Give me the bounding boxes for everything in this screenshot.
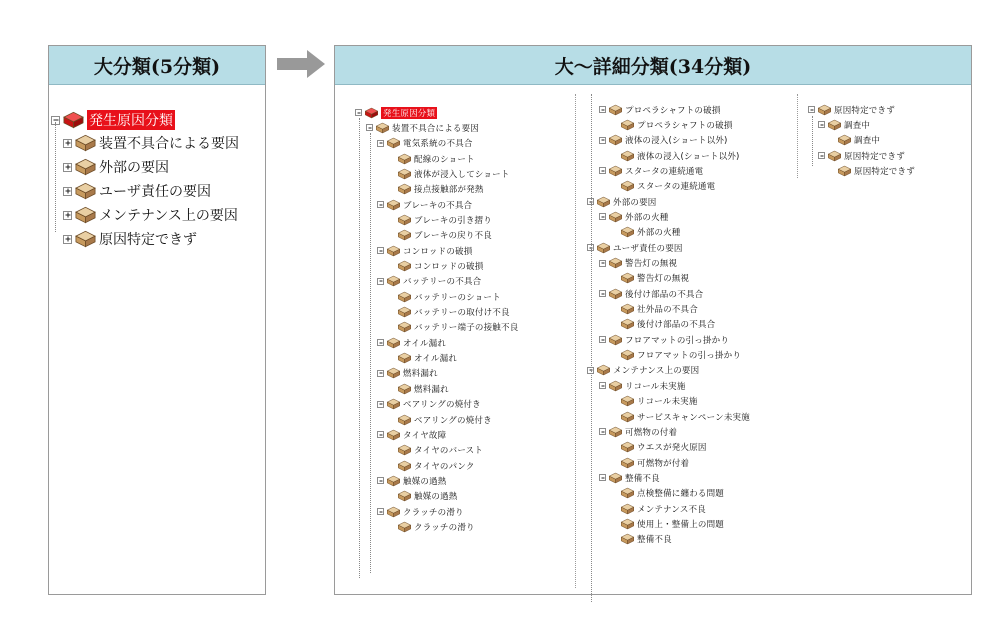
- tree-node-label: 点検整備に纏わる問題: [637, 489, 725, 500]
- tree-node-label: クラッチの滑り: [403, 507, 464, 518]
- box-folder-icon: [386, 429, 401, 441]
- tree-node[interactable]: [397, 212, 492, 227]
- tree-node-label: ベアリングの焼付き: [414, 415, 492, 426]
- tree-node-label: 触媒の過熱: [403, 476, 447, 487]
- box-folder-icon: [74, 182, 97, 200]
- box-folder-icon: [397, 352, 412, 364]
- box-folder-icon: [817, 104, 832, 116]
- box-folder-icon: [397, 291, 412, 303]
- box-folder-icon: [620, 518, 635, 530]
- box-folder-icon: [397, 444, 412, 456]
- tree-node-label: メンテナンス上の要因: [99, 208, 238, 224]
- tree-node-label: ブレーキの引き摺り: [414, 215, 492, 226]
- tree-node-label: メンテナンス上の要因: [613, 366, 700, 377]
- collapse-icon[interactable]: [599, 260, 606, 267]
- tree-node-label: スタータの連続通電: [637, 182, 716, 193]
- box-folder-icon: [397, 383, 412, 395]
- collapse-icon[interactable]: [599, 336, 606, 343]
- collapse-icon[interactable]: [599, 213, 606, 220]
- box-folder-icon: [386, 398, 401, 410]
- box-folder-icon: [375, 122, 390, 134]
- tree-node-label: 警告灯の無視: [637, 274, 690, 285]
- red-box-icon: [364, 107, 379, 119]
- major-classification-panel: [48, 45, 266, 595]
- tree-node[interactable]: [599, 470, 660, 485]
- box-folder-icon: [397, 521, 412, 533]
- box-folder-icon: [608, 426, 623, 438]
- collapse-icon[interactable]: [599, 290, 606, 297]
- collapse-icon[interactable]: [599, 428, 606, 435]
- tree-node[interactable]: [397, 443, 483, 458]
- tree-node[interactable]: [620, 302, 698, 317]
- tree-node-label: オイル漏れ: [403, 338, 447, 349]
- box-folder-icon: [620, 487, 635, 499]
- tree-node[interactable]: [599, 332, 729, 347]
- box-folder-icon: [397, 260, 412, 272]
- major-classification-tree: [49, 46, 265, 594]
- tree-node[interactable]: [818, 148, 905, 163]
- tree-node[interactable]: [599, 424, 677, 439]
- box-folder-icon: [397, 306, 412, 318]
- tree-node-label: 配線のショート: [414, 154, 475, 165]
- box-folder-icon: [608, 380, 623, 392]
- box-folder-icon: [608, 211, 623, 223]
- tree-node[interactable]: [377, 274, 481, 289]
- tree-node-label: 燃料漏れ: [414, 384, 449, 395]
- tree-node-label: 外部の火種: [637, 228, 681, 239]
- box-folder-icon: [837, 134, 852, 146]
- collapse-icon[interactable]: [377, 401, 384, 408]
- tree-node-label: 外部の火種: [625, 212, 669, 223]
- tree-node-label: ウエスが発火原因: [637, 443, 707, 454]
- box-folder-icon: [620, 150, 635, 162]
- collapse-icon[interactable]: [808, 106, 815, 113]
- tree-node[interactable]: [377, 243, 472, 258]
- tree-node[interactable]: [599, 163, 703, 178]
- expand-icon[interactable]: [63, 139, 72, 148]
- box-folder-icon: [74, 134, 97, 152]
- tree-node[interactable]: [837, 133, 880, 148]
- box-folder-icon: [397, 214, 412, 226]
- box-folder-icon: [620, 180, 635, 192]
- collapse-icon[interactable]: [377, 477, 384, 484]
- collapse-icon[interactable]: [599, 474, 606, 481]
- tree-node-label: ユーザ責任の要因: [99, 184, 211, 200]
- tree-node-label: ブレーキの不具合: [403, 200, 473, 211]
- tree-node[interactable]: [599, 256, 677, 271]
- box-folder-icon: [620, 411, 635, 423]
- tree-node-label: 液体の浸入(ショート以外): [637, 151, 740, 162]
- tree-node-label: 原因特定できず: [834, 105, 895, 116]
- box-folder-icon: [397, 229, 412, 241]
- box-folder-icon: [596, 364, 611, 376]
- tree-node[interactable]: [397, 289, 501, 304]
- tree-node[interactable]: [397, 305, 510, 320]
- tree-node[interactable]: [620, 455, 689, 470]
- tree-node[interactable]: [397, 182, 484, 197]
- tree-node-label: 原因特定できず: [99, 232, 197, 248]
- box-folder-icon: [397, 414, 412, 426]
- tree-node[interactable]: [587, 194, 657, 209]
- column-separator: [797, 94, 798, 178]
- box-folder-icon: [608, 165, 623, 177]
- tree-node[interactable]: [397, 381, 449, 396]
- tree-node[interactable]: [397, 458, 475, 473]
- box-folder-icon: [608, 257, 623, 269]
- tree-node[interactable]: [620, 516, 724, 531]
- collapse-icon[interactable]: [355, 109, 362, 116]
- expand-icon[interactable]: [63, 235, 72, 244]
- tree-node-label: 原因特定できず: [844, 151, 905, 162]
- box-folder-icon: [74, 230, 97, 248]
- tree-node-label: 発生原因分類: [87, 110, 175, 130]
- collapse-icon[interactable]: [377, 431, 384, 438]
- box-folder-icon: [397, 183, 412, 195]
- tree-node-label: 可燃物の付着: [625, 427, 678, 438]
- tree-node-label: コンロッドの破損: [403, 246, 473, 257]
- tree-node-label: 接点接触部が発熱: [414, 185, 484, 196]
- tree-node-label: 使用上・整備上の問題: [637, 519, 725, 530]
- box-folder-icon: [827, 119, 842, 131]
- collapse-icon[interactable]: [377, 201, 384, 208]
- box-folder-icon: [397, 168, 412, 180]
- tree-node-label: プロペラシャフトの破損: [637, 120, 733, 131]
- major-classification-title: 大分類(5分類): [49, 46, 265, 85]
- collapse-icon[interactable]: [818, 121, 825, 128]
- tree-node-label: リコール未実施: [625, 381, 686, 392]
- collapse-icon[interactable]: [366, 124, 373, 131]
- expand-icon[interactable]: [63, 211, 72, 220]
- box-folder-icon: [827, 150, 842, 162]
- tree-node[interactable]: [63, 132, 239, 154]
- tree-node-label: タイヤ故障: [403, 430, 447, 441]
- tree-node[interactable]: [63, 204, 238, 226]
- collapse-icon[interactable]: [377, 140, 384, 147]
- tree-node[interactable]: [377, 366, 438, 381]
- box-folder-icon: [620, 318, 635, 330]
- expand-icon[interactable]: [63, 187, 72, 196]
- tree-node[interactable]: [599, 102, 721, 117]
- box-folder-icon: [386, 137, 401, 149]
- tree-node[interactable]: [63, 180, 211, 202]
- tree-node[interactable]: [51, 109, 175, 131]
- box-folder-icon: [620, 395, 635, 407]
- tree-node[interactable]: [620, 409, 750, 424]
- box-folder-icon: [620, 119, 635, 131]
- tree-node-label: クラッチの滑り: [414, 522, 475, 533]
- tree-node-label: フロアマットの引っ掛かり: [637, 351, 742, 362]
- tree-node[interactable]: [620, 271, 689, 286]
- tree-node-label: 装置不具合による要因: [392, 123, 480, 134]
- tree-node-label: 整備不良: [625, 473, 660, 484]
- tree-node-label: 整備不良: [637, 535, 672, 546]
- box-folder-icon: [596, 196, 611, 208]
- tree-node-label: タイヤのパンク: [414, 461, 475, 472]
- box-folder-icon: [386, 199, 401, 211]
- collapse-icon[interactable]: [377, 247, 384, 254]
- tree-node[interactable]: [620, 532, 672, 547]
- tree-node-label: 装置不具合による要因: [99, 136, 239, 152]
- box-folder-icon: [608, 134, 623, 146]
- tree-node[interactable]: [620, 179, 715, 194]
- tree-node[interactable]: [620, 394, 698, 409]
- tree-node[interactable]: [377, 197, 472, 212]
- tree-node[interactable]: [63, 228, 197, 250]
- tree-node[interactable]: [620, 486, 724, 501]
- tree-node[interactable]: [377, 136, 473, 151]
- collapse-icon[interactable]: [377, 339, 384, 346]
- tree-node-label: 社外品の不具合: [637, 305, 698, 316]
- tree-node[interactable]: [599, 209, 669, 224]
- tree-node-label: バッテリー端子の接触不良: [414, 323, 519, 334]
- tree-node[interactable]: [397, 351, 457, 366]
- tree-node-label: バッテリーの不具合: [403, 277, 482, 288]
- collapse-icon[interactable]: [377, 278, 384, 285]
- tree-node-label: フロアマットの引っ掛かり: [625, 335, 730, 346]
- box-folder-icon: [620, 272, 635, 284]
- detailed-classification-title: 大〜詳細分類(34分類): [335, 46, 971, 85]
- box-folder-icon: [620, 226, 635, 238]
- tree-node-label: 燃料漏れ: [403, 369, 438, 380]
- tree-node[interactable]: [620, 117, 733, 132]
- tree-node-label: 調査中: [844, 120, 871, 131]
- tree-node[interactable]: [587, 240, 683, 255]
- tree-node[interactable]: [620, 440, 707, 455]
- tree-node-label: 外部の要因: [99, 160, 169, 176]
- collapse-icon[interactable]: [818, 152, 825, 159]
- tree-node-label: 液体が浸入してショート: [414, 169, 510, 180]
- tree-node[interactable]: [397, 166, 510, 181]
- tree-node[interactable]: [397, 228, 492, 243]
- tree-node-label: ベアリングの焼付き: [403, 400, 481, 411]
- tree-node-label: 発生原因分類: [383, 108, 436, 119]
- column-separator: [575, 94, 576, 588]
- tree-node[interactable]: [620, 501, 706, 516]
- box-folder-icon: [620, 349, 635, 361]
- box-folder-icon: [608, 334, 623, 346]
- tree-node-label: メンテナンス不良: [637, 504, 706, 515]
- box-folder-icon: [397, 321, 412, 333]
- tree-node[interactable]: [377, 427, 446, 442]
- collapse-icon[interactable]: [599, 167, 606, 174]
- tree-node-label: サービスキャンペーン未実施: [637, 412, 750, 423]
- tree-node[interactable]: [620, 317, 715, 332]
- collapse-icon[interactable]: [377, 508, 384, 515]
- tree-node[interactable]: [599, 286, 703, 301]
- tree-node-label: プロペラシャフトの破損: [625, 105, 721, 116]
- box-folder-icon: [620, 533, 635, 545]
- tree-node-label: 調査中: [854, 136, 881, 147]
- detailed-classification-panel: [334, 45, 972, 595]
- tree-node-label: 液体の浸入(ショート以外): [625, 136, 728, 147]
- collapse-icon[interactable]: [599, 137, 606, 144]
- detailed-classification-tree: [335, 46, 971, 594]
- tree-node-label: 触媒の過熱: [414, 492, 458, 503]
- tree-node-label: 後付け部品の不具合: [637, 320, 716, 331]
- tree-node-label: タイヤのバースト: [414, 446, 484, 457]
- box-folder-icon: [620, 441, 635, 453]
- tree-node[interactable]: [397, 489, 458, 504]
- collapse-icon[interactable]: [599, 106, 606, 113]
- tree-node[interactable]: [620, 225, 681, 240]
- tree-node-label: 電気系統の不具合: [403, 139, 473, 150]
- box-folder-icon: [608, 472, 623, 484]
- tree-node-label: コンロッドの破損: [414, 262, 484, 272]
- tree-node[interactable]: [587, 363, 699, 378]
- box-folder-icon: [608, 104, 623, 116]
- box-folder-icon: [74, 158, 97, 176]
- tree-node[interactable]: [397, 412, 492, 427]
- tree-node[interactable]: [397, 259, 483, 274]
- tree-node-label: バッテリーの取付け不良: [414, 308, 510, 319]
- collapse-icon[interactable]: [599, 382, 606, 389]
- tree-node-label: オイル漏れ: [414, 354, 458, 365]
- tree-node-label: リコール未実施: [637, 397, 698, 408]
- box-folder-icon: [397, 460, 412, 472]
- box-folder-icon: [74, 206, 97, 224]
- box-folder-icon: [837, 165, 852, 177]
- box-folder-icon: [386, 367, 401, 379]
- box-folder-icon: [397, 153, 412, 165]
- collapse-icon[interactable]: [377, 370, 384, 377]
- box-folder-icon: [620, 503, 635, 515]
- box-folder-icon: [386, 275, 401, 287]
- box-folder-icon: [397, 490, 412, 502]
- tree-node-label: 可燃物が付着: [637, 458, 690, 469]
- tree-node[interactable]: [63, 156, 169, 178]
- tree-node-label: 警告灯の無視: [625, 259, 678, 269]
- tree-node[interactable]: [397, 320, 518, 335]
- tree-node-label: スタータの連続通電: [625, 166, 704, 177]
- box-folder-icon: [596, 242, 611, 254]
- tree-node-label: ブレーキの戻り不良: [414, 231, 492, 242]
- tree-node[interactable]: [837, 163, 915, 178]
- expand-icon[interactable]: [63, 163, 72, 172]
- box-folder-icon: [620, 457, 635, 469]
- tree-node[interactable]: [397, 519, 475, 534]
- tree-node[interactable]: [397, 151, 475, 166]
- tree-node[interactable]: [599, 378, 686, 393]
- box-folder-icon: [386, 475, 401, 487]
- tree-node[interactable]: [377, 473, 447, 488]
- tree-node[interactable]: [808, 102, 895, 117]
- tree-node[interactable]: [599, 133, 728, 148]
- red-box-icon: [62, 111, 85, 129]
- tree-node[interactable]: [620, 348, 741, 363]
- tree-node-label: バッテリーのショート: [414, 292, 501, 303]
- box-folder-icon: [386, 506, 401, 518]
- tree-node[interactable]: [620, 148, 740, 163]
- box-folder-icon: [386, 245, 401, 257]
- tree-node[interactable]: [355, 105, 437, 120]
- arrow-right-icon: [277, 50, 325, 78]
- tree-node[interactable]: [818, 117, 870, 132]
- tree-node[interactable]: [377, 397, 481, 412]
- tree-node-label: ユーザ責任の要因: [613, 243, 683, 254]
- box-folder-icon: [386, 337, 401, 349]
- tree-node-label: 後付け部品の不具合: [625, 289, 704, 300]
- tree-node-label: 原因特定できず: [854, 166, 915, 177]
- tree-node[interactable]: [377, 335, 446, 350]
- tree-node[interactable]: [377, 504, 464, 519]
- box-folder-icon: [620, 303, 635, 315]
- tree-node[interactable]: [366, 120, 479, 135]
- tree-node-label: 外部の要因: [613, 197, 657, 208]
- box-folder-icon: [608, 288, 623, 300]
